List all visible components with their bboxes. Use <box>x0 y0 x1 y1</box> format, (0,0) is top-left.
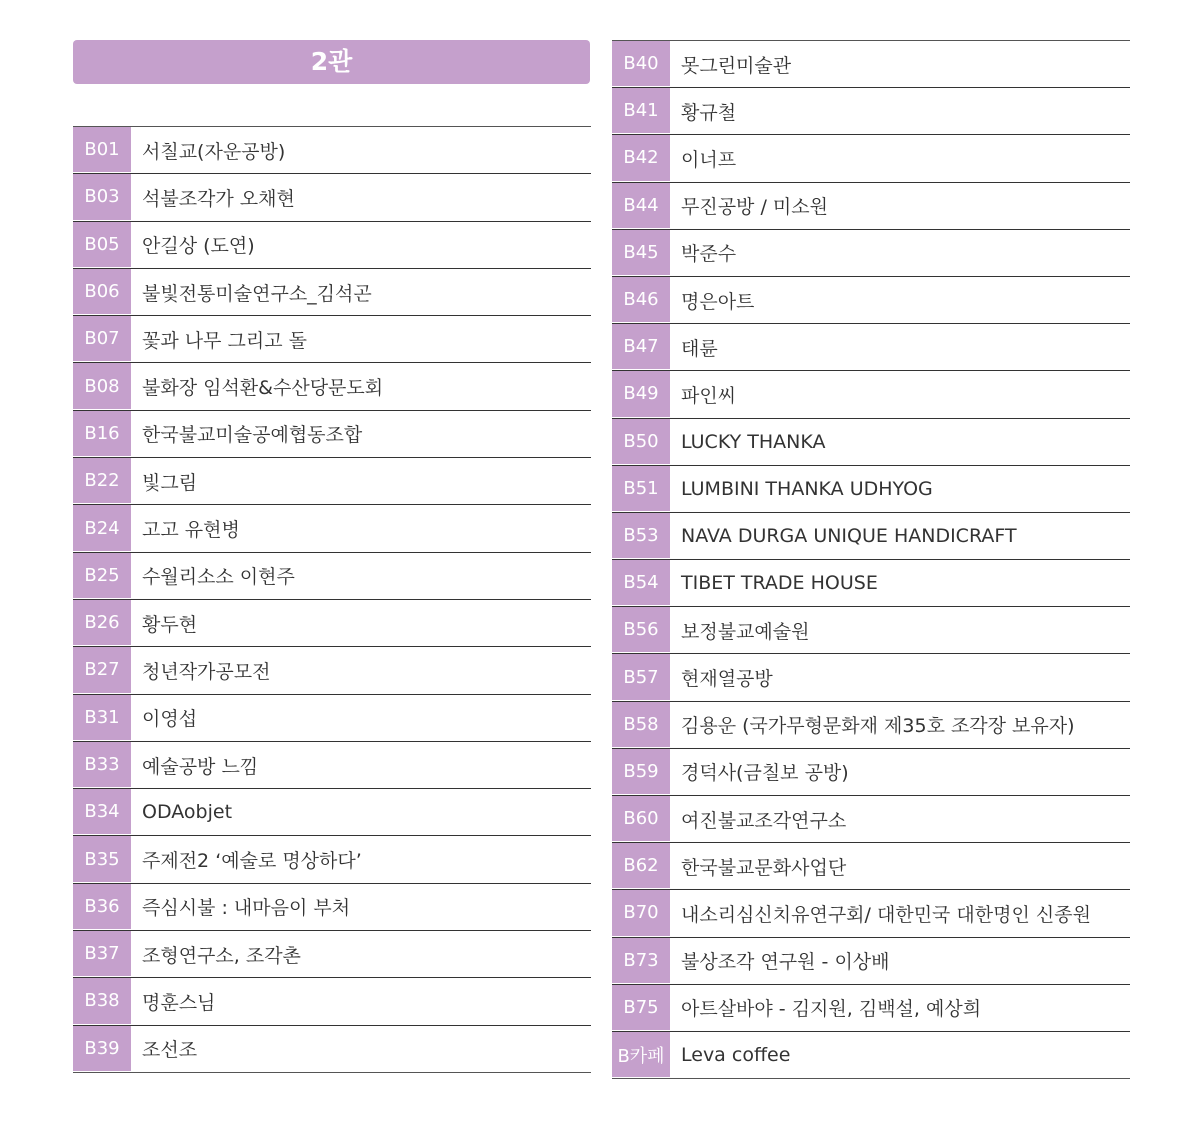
booth-code: B44 <box>612 183 670 229</box>
booth-code: B41 <box>612 88 670 134</box>
booth-row <box>73 315 591 362</box>
booth-name: 꽃과 나무 그리고 돌 <box>142 329 307 352</box>
booth-code: B45 <box>612 230 670 276</box>
booth-row <box>73 835 591 882</box>
booth-name: 무진공방 / 미소원 <box>681 196 828 219</box>
booth-code: B39 <box>73 1026 131 1072</box>
booth-code: B34 <box>73 789 131 835</box>
booth-code: B53 <box>612 513 670 559</box>
booth-row <box>73 552 591 599</box>
booth-name: 안길상 (도연) <box>142 235 255 258</box>
hall-title: 2관 <box>73 40 590 84</box>
booth-code: B36 <box>73 884 131 930</box>
booth-table-right <box>612 40 1130 1079</box>
booth-name: ODAobjet <box>142 801 233 824</box>
booth-row <box>612 559 1130 606</box>
booth-name: 아트살바야 - 김지원, 김백설, 예상희 <box>681 998 982 1021</box>
booth-code: B27 <box>73 647 131 693</box>
booth-code: B24 <box>73 505 131 551</box>
booth-name: 예술공방 느낌 <box>142 755 259 778</box>
booth-row <box>73 221 591 268</box>
booth-code: B카페 <box>612 1032 670 1078</box>
booth-name: LUCKY THANKA <box>681 430 826 453</box>
booth-name: 조선조 <box>142 1039 198 1062</box>
booth-code: B37 <box>73 931 131 977</box>
booth-row <box>73 410 591 457</box>
booth-name: 서칠교(자운공방) <box>142 140 286 163</box>
booth-code: B01 <box>73 127 131 173</box>
booth-code: B08 <box>73 363 131 409</box>
booth-name: 명훈스님 <box>142 991 216 1014</box>
booth-name: 경덕사(금칠보 공방) <box>681 762 849 785</box>
booth-row <box>73 788 591 835</box>
booth-name: 한국불교미술공예협동조합 <box>142 424 363 447</box>
booth-name: 석불조각가 오채현 <box>142 187 295 210</box>
booth-row <box>73 883 591 930</box>
booth-row <box>73 504 591 551</box>
booth-code: B38 <box>73 978 131 1024</box>
booth-code: B31 <box>73 695 131 741</box>
booth-code: B70 <box>612 890 670 936</box>
booth-row <box>612 323 1130 370</box>
booth-name: 여진불교조각연구소 <box>681 809 847 832</box>
booth-row <box>73 646 591 693</box>
booth-code: B54 <box>612 560 670 606</box>
booth-row <box>73 599 591 646</box>
booth-code: B22 <box>73 458 131 504</box>
booth-code: B75 <box>612 985 670 1031</box>
booth-row <box>612 229 1130 276</box>
booth-name: 파인씨 <box>681 384 737 407</box>
booth-row <box>612 701 1130 748</box>
booth-code: B06 <box>73 269 131 315</box>
booth-code: B60 <box>612 796 670 842</box>
booth-code: B25 <box>73 553 131 599</box>
booth-row <box>612 87 1130 134</box>
booth-row <box>73 741 591 788</box>
booth-name: 즉심시불 : 내마음이 부처 <box>142 897 351 920</box>
booth-name: 이영섭 <box>142 708 198 731</box>
booth-name: 못그린미술관 <box>681 54 792 77</box>
booth-code: B40 <box>612 41 670 87</box>
booth-code: B57 <box>612 654 670 700</box>
booth-name: 주제전2 ‘예술로 명상하다’ <box>142 850 362 873</box>
booth-name: 현재열공방 <box>681 668 773 691</box>
booth-row <box>73 268 591 315</box>
booth-name: Leva coffee <box>681 1044 791 1067</box>
booth-row <box>612 182 1130 229</box>
booth-code: B62 <box>612 843 670 889</box>
booth-name: 불상조각 연구원 - 이상배 <box>681 951 890 974</box>
booth-name: 황두현 <box>142 613 198 636</box>
booth-name: 청년작가공모전 <box>142 660 271 683</box>
booth-name: 김용운 (국가무형문화재 제35호 조각장 보유자) <box>681 715 1075 738</box>
booth-name: 보정불교예술원 <box>681 620 810 643</box>
booth-row <box>612 748 1130 795</box>
booth-name: LUMBINI THANKA UDHYOG <box>681 477 933 500</box>
booth-name: 내소리심신치유연구회/ 대한민국 대한명인 신종원 <box>681 903 1091 926</box>
booth-row <box>612 842 1130 889</box>
booth-code: B33 <box>73 742 131 788</box>
booth-code: B47 <box>612 324 670 370</box>
booth-code: B56 <box>612 607 670 653</box>
booth-name: NAVA DURGA UNIQUE HANDICRAFT <box>681 524 1017 547</box>
booth-row <box>612 889 1130 936</box>
booth-name: 고고 유현병 <box>142 519 240 542</box>
booth-row <box>73 1025 591 1072</box>
booth-name: 수월리소소 이현주 <box>142 566 295 589</box>
booth-row <box>612 937 1130 984</box>
booth-name: 빛그림 <box>142 471 198 494</box>
booth-code: B59 <box>612 749 670 795</box>
booth-row <box>612 41 1130 87</box>
booth-row <box>73 173 591 220</box>
booth-code: B51 <box>612 466 670 512</box>
booth-name: 태륜 <box>681 337 718 360</box>
booth-name: 황규철 <box>681 101 737 124</box>
booth-row <box>612 984 1130 1031</box>
booth-row <box>612 606 1130 653</box>
booth-code: B50 <box>612 419 670 465</box>
booth-name: 명은아트 <box>681 290 755 313</box>
booth-row <box>612 653 1130 700</box>
booth-row <box>73 362 591 409</box>
booth-code: B03 <box>73 174 131 220</box>
booth-row <box>612 512 1130 559</box>
booth-row <box>73 977 591 1024</box>
booth-name: 조형연구소, 조각촌 <box>142 944 301 967</box>
booth-code: B73 <box>612 938 670 984</box>
booth-row <box>612 276 1130 323</box>
booth-row <box>612 134 1130 181</box>
booth-code: B58 <box>612 702 670 748</box>
booth-name: 불빛전통미술연구소_김석곤 <box>142 282 372 305</box>
booth-code: B05 <box>73 222 131 268</box>
booth-row <box>612 795 1130 842</box>
booth-code: B16 <box>73 411 131 457</box>
booth-row <box>73 127 591 173</box>
booth-name: 이너프 <box>681 148 737 171</box>
booth-code: B26 <box>73 600 131 646</box>
booth-row <box>612 465 1130 512</box>
booth-name: 박준수 <box>681 243 737 266</box>
booth-code: B49 <box>612 371 670 417</box>
booth-code: B07 <box>73 316 131 362</box>
booth-code: B35 <box>73 836 131 882</box>
booth-row <box>612 370 1130 417</box>
booth-name: 불화장 임석환&수산당문도회 <box>142 377 384 400</box>
booth-name: 한국불교문화사업단 <box>681 856 847 879</box>
booth-row <box>73 694 591 741</box>
booth-table-left <box>73 126 591 1073</box>
booth-code: B42 <box>612 135 670 181</box>
booth-row <box>73 930 591 977</box>
booth-row <box>612 1031 1130 1078</box>
booth-row <box>73 457 591 504</box>
booth-row <box>612 418 1130 465</box>
booth-name: TIBET TRADE HOUSE <box>681 572 878 595</box>
booth-code: B46 <box>612 277 670 323</box>
